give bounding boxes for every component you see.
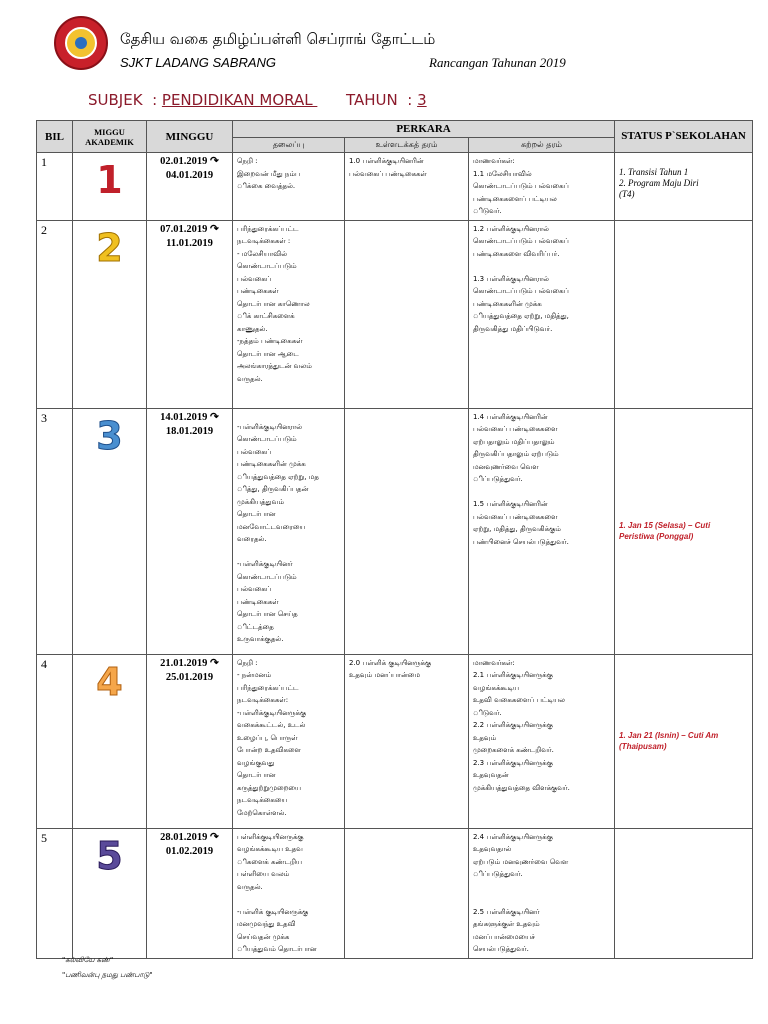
bil-cell: 2 [37,220,73,408]
header-status: STATUS P`SEKOLAHAN [615,121,753,153]
week-number: 3 [96,413,123,458]
status-cell [615,654,753,828]
kandungan-cell [345,220,469,408]
table-row [37,220,753,408]
week-number-graphic [73,654,147,828]
pembelajaran-text: மாணவர்கள்: 1.1 மலேசியாவில் கொண்டாடப்படும் பல்வகைப் பண்டிகைகளைப் பட்டியல ிடுவர். [473,157,569,215]
kandungan-text: 1.0 பள்ளிக்குடியினரின் பல்வகைப் பண்டிகைகள் [349,157,427,178]
bil-cell: 5 [37,828,73,958]
status-text: 1. Jan 15 (Selasa) – Cuti Peristiwa (Ponggal) [619,521,711,541]
week-number-graphic [73,153,147,221]
header-minggu: MINGGU [147,121,233,153]
footer-motto-2: "பணிவன்பு நமது பண்பாடு" [62,971,153,979]
tajuk-text: பள்ளிக்குடியினருக்கு வழங்கக்கூடிய உதவ ிகளைக் கண்டறிய பள்ளியை வலம் வருதல். -பள்ளிக் குடியினருக்கு மனமுவந்து உதவி செய்வதன் முக்க ியத்துவம் தொடர்பான [237,832,317,953]
status-text: 1. Transisi Tahun 1 2. Program Maju Diri (T4) [619,167,699,199]
tajuk-text: பரிந்துரைக்கப்பட்ட நடவடிக்கைகள் : - மலேசியாவில் கொண்டாடப்படும் பல்வகைப் பண்டிகைகள் தொடர்பான காணொல ிக் காட்சிகளைக் காணுதல். -நத்தம் பண்டிகைகள் தொடர்பான ஆடை அலங்காரத்துடன் வலம் வருதல். [237,224,312,383]
header-standard-kandungan: உள்ளடக்கத் தரம் [345,138,469,153]
week-number-graphic [73,408,147,654]
header-tajuk: தலைப்பு [233,138,345,153]
subject-line [88,91,427,109]
header-minggu-akademik: MIGGU AKADEMIK [73,121,147,153]
header-perkara: PERKARA [233,121,615,138]
week-number: 1 [96,158,123,202]
date-to: 25.01.2019 [165,671,214,683]
tajuk-cell [233,153,345,221]
date-to: 04.01.2019 [165,170,214,181]
tahun-value: 3 [417,91,427,109]
week-number: 4 [96,659,123,704]
date-cell [147,220,233,408]
header-bil: BIL [37,121,73,153]
subjek-label: SUBJEK : [88,91,158,109]
pembelajaran-cell [469,654,615,828]
table-row [37,408,753,654]
table-row [37,654,753,828]
tajuk-text: -பள்ளிக்குடியினரால் கொண்டாடப்படும் பல்வகைப் பண்டிகைகளின் முக்க ியத்துவத்தை ஏற்று, மத ித்து, திருவகிப்பதன் முக்கியத்துவம் தொடர்பான மனவோட்டவரையை வரைதல். -பள்ளிக்குடியினர் கொண்டாடப்படும் பல்வகைப் பண்டிகைகள் தொடர்பான செய்த ிட்டத்தை உருவாக்குதல். [237,422,319,643]
tajuk-cell [233,654,345,828]
date-from: 02.01.2019 ↷ [160,156,219,167]
tajuk-text: நெறி : - நன்மனம் பரிந்துரைக்கப்பட்ட நடவடிக்கைகள்: -பள்ளிக்குடியினருக்கு வகைக்கூட்டல், உடல் உழைப்பு, பொருள் போன்ற உதவிகளை வழங்குவது தொடர்பான கருத்துற்றுமுறையை நடவடிக்கையை மேற்கொள்ளல். [237,658,307,817]
table-row [37,828,753,958]
date-cell [147,153,233,221]
tajuk-cell [233,220,345,408]
date-from: 28.01.2019 ↷ [160,831,219,843]
kandungan-cell [345,153,469,221]
status-cell [615,153,753,221]
date-to: 11.01.2019 [166,237,213,249]
subjek-value: PENDIDIKAN MORAL [161,91,318,109]
kandungan-cell [345,654,469,828]
date-cell [147,408,233,654]
tajuk-text: நெறி : இறைவன் மீது நம்ப ிக்கை வைத்தல். [237,157,301,190]
bil-cell: 4 [37,654,73,828]
week-number-graphic [73,220,147,408]
kandungan-text: 2.0 பள்ளிக் குடியினருக்கு உதவும் மனப்பான்மை [349,658,432,679]
school-name: SJKT LADANG SABRANG [120,55,277,70]
kandungan-cell [345,828,469,958]
pembelajaran-cell [469,828,615,958]
pembelajaran-text: 1.4 பள்ளிக்குடியினரின் பல்வகைப் பண்டிகைகளை ஏற்பதாலும் மதிப்பதாலும் திருவகிப்பதாலும் ஏற்படும் மனவுணர்வை வெள ிப்படுத்துவர். 1.5 பள்ளிக்குடியினரின் பல்வகைப் பண்டிகைகளை ஏற்று, மதித்து, திருவகிக்கும் பண்பினைச் செயல்படுத்துவர். [473,412,569,546]
pembelajaran-text: 1.2 பள்ளிக்குடியினரால் கொண்டாடப்படும் பல்வகைப் பண்டிகைகளை விவரிப்பர். 1.3 பள்ளிக்குடியினரால் கொண்டாடப்படும் பல்வகைப் பண்டிகைகளின் முக்க ியத்துவத்தை ஏற்று, மதித்து, திருவகித்து மதிப்பிடுவர். [473,224,569,333]
week-number: 5 [96,833,123,878]
pembelajaran-text: 2.4 பள்ளிக்குடியினருக்கு உதவுவதால் ஏற்படும் மனவுணர்வை வெள ிப்படுத்துவர். 2.5 பள்ளிக்குடியினர் தங்களுக்குள் உதவும் மனப்பான்மையைச் செயல்படுத்துவர். [473,832,569,953]
pembelajaran-cell [469,408,615,654]
status-cell [615,408,753,654]
status-cell [615,828,753,958]
table-row [37,153,753,221]
kandungan-cell [345,408,469,654]
status-text: 1. Jan 21 (Isnin) – Cuti Am (Thaipusam) [619,731,719,751]
plan-title: Rancangan Tahunan 2019 [429,55,566,70]
week-number: 2 [96,225,123,270]
date-from: 21.01.2019 ↷ [160,657,219,669]
footer-mottos [62,953,153,983]
status-cell [615,220,753,408]
week-number-graphic [73,828,147,958]
yearly-plan-table [36,120,753,959]
bil-cell: 3 [37,408,73,654]
date-from: 14.01.2019 ↷ [160,411,219,423]
pembelajaran-cell [469,153,615,221]
footer-motto-1: "கல்வியே கண்" [62,956,114,964]
pembelajaran-text: மாணவர்கள்: 2.1 பள்ளிக்குடியினருக்கு வழங்கக்கூடிய உதவி வகைகளைப் பட்டியல ிடுவர். 2.2 பள்ளிக்குடியினருக்கு உதவும் முறைகளைக் கண்டறிவர். 2.3 பள்ளிக்குடியினருக்கு உதவுவதன் முக்கியத்துவத்தை விளக்குவர். [473,658,570,792]
school-name-tamil: தேசிய வகை தமிழ்ப்பள்ளி செப்ராங் தோட்டம் [120,30,436,48]
date-from: 07.01.2019 ↷ [160,223,219,235]
bil-cell: 1 [37,153,73,221]
tajuk-cell [233,828,345,958]
header-standard-pembelajaran: கற்றல் தரம் [469,138,615,153]
date-cell [147,828,233,958]
date-to: 18.01.2019 [165,425,214,437]
pembelajaran-cell [469,220,615,408]
school-logo [54,16,108,70]
tajuk-cell [233,408,345,654]
date-cell [147,654,233,828]
tahun-label: TAHUN : [345,91,413,109]
date-to: 01.02.2019 [165,845,214,857]
